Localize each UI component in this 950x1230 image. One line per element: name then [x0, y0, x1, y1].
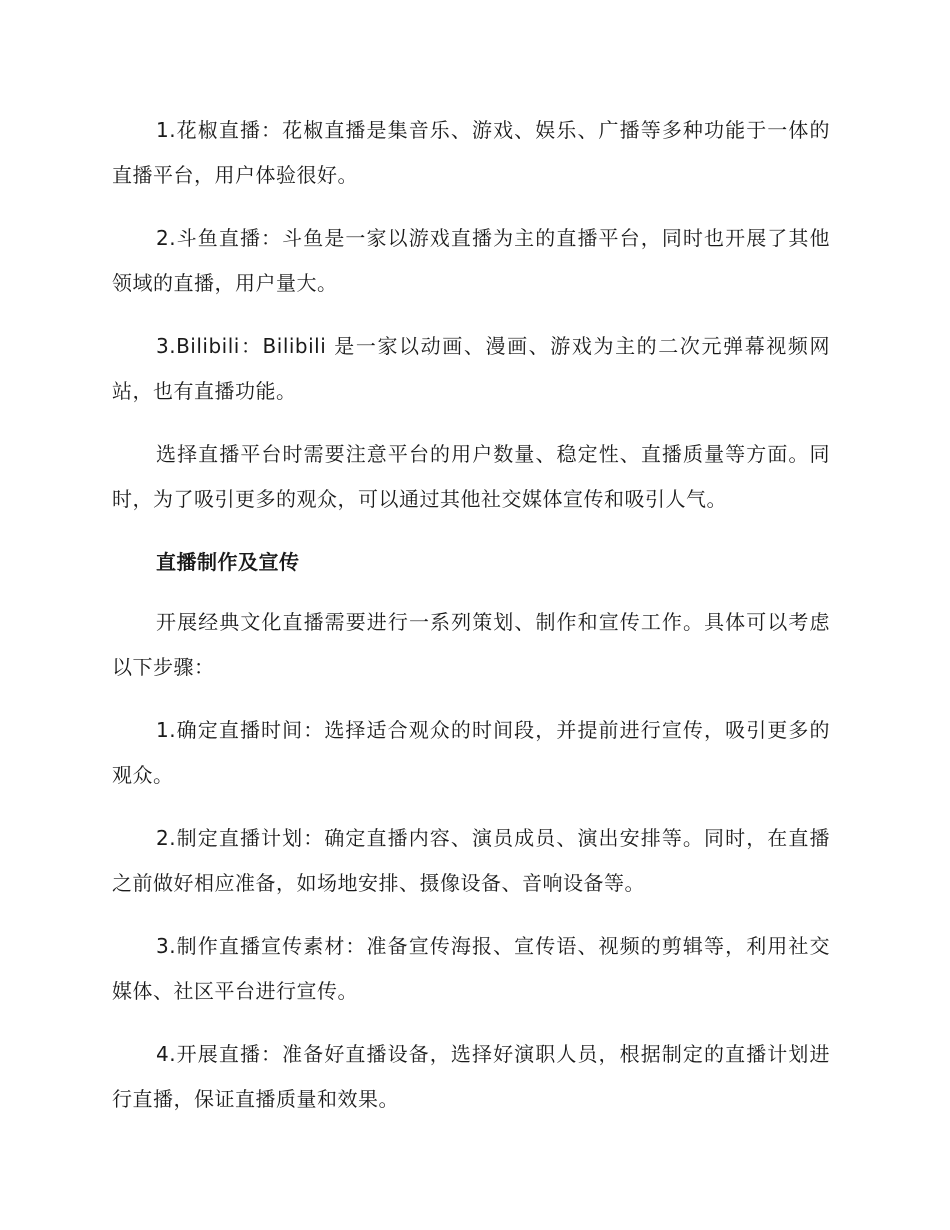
paragraph-intro-steps: 开展经典文化直播需要进行一系列策划、制作和宣传工作。具体可以考虑以下步骤：	[112, 610, 830, 679]
document-page	[112, 108, 830, 1140]
paragraph-bilibili: 3.Bilibili：Bilibili 是一家以动画、漫画、游戏为主的二次元弹幕视频网站，也有直播功能。	[112, 334, 830, 403]
paragraph-step-3: 3.制作直播宣传素材：准备宣传海报、宣传语、视频的剪辑等，利用社交媒体、社区平台进行宣传。	[112, 934, 830, 1003]
paragraph-douyu: 2.斗鱼直播：斗鱼是一家以游戏直播为主的直播平台，同时也开展了其他领域的直播，用户量大。	[112, 226, 830, 295]
paragraph-huajiao: 1.花椒直播：花椒直播是集音乐、游戏、娱乐、广播等多种功能于一体的直播平台，用户体验很好。	[112, 118, 830, 187]
paragraph-step-4: 4.开展直播：准备好直播设备，选择好演职人员，根据制定的直播计划进行直播，保证直播质量和效果。	[112, 1042, 830, 1111]
paragraph-platform-selection: 选择直播平台时需要注意平台的用户数量、稳定性、直播质量等方面。同时，为了吸引更多的观众，可以通过其他社交媒体宣传和吸引人气。	[112, 442, 830, 511]
section-heading: 直播制作及宣传	[156, 550, 300, 574]
paragraph-step-1: 1.确定直播时间：选择适合观众的时间段，并提前进行宣传，吸引更多的观众。	[112, 718, 830, 787]
paragraph-step-2: 2.制定直播计划：确定直播内容、演员成员、演出安排等。同时，在直播之前做好相应准备，如场地安排、摄像设备、音响设备等。	[112, 826, 830, 895]
